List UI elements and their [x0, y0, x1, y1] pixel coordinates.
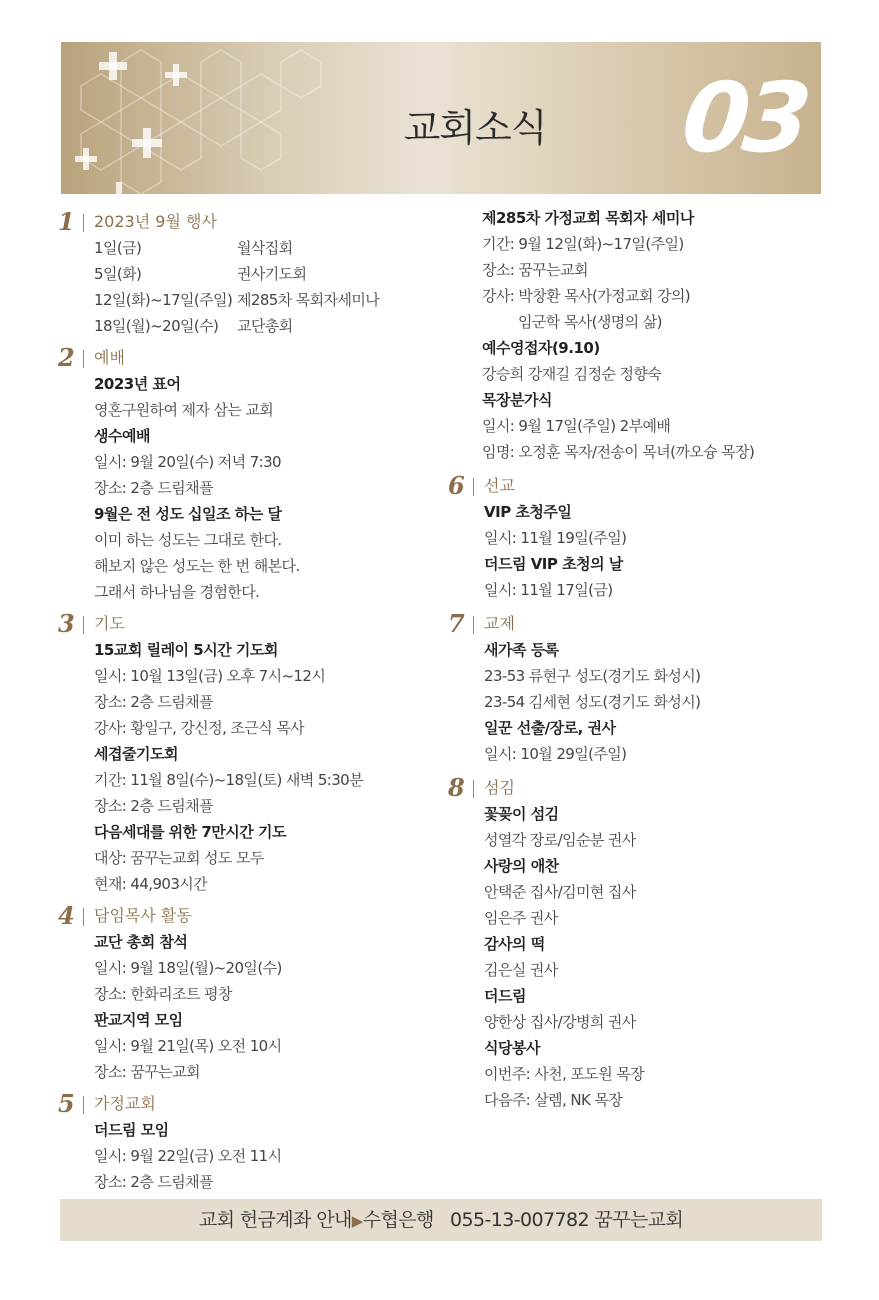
- footer-label: 교회 헌금계좌 안내: [198, 1209, 352, 1231]
- section-divider: [473, 616, 474, 634]
- event-row: [94, 287, 438, 313]
- right-column: [448, 205, 848, 1119]
- event-date: 18일(월)~20일(수): [94, 317, 219, 335]
- section-number: 3: [58, 609, 75, 638]
- section-divider: [473, 478, 474, 496]
- footer-account: 055-13-007782 꿈꾸는교회: [450, 1209, 684, 1231]
- triangle-right-icon: ▶: [351, 1212, 363, 1230]
- section-divider: [83, 616, 84, 634]
- text-line: 임은주 권사: [484, 909, 558, 927]
- subheading: 감사의 떡: [484, 935, 545, 953]
- footer-bank: 수협은행: [362, 1209, 434, 1231]
- text-line: 일시: 10월 29일(주일): [484, 745, 627, 763]
- section-house-church: [58, 1091, 438, 1195]
- event-row: [94, 235, 438, 261]
- text-line: 일시: 11월 19일(주일): [484, 529, 627, 547]
- section-title: 가정교회: [94, 1094, 156, 1113]
- section-header: [58, 209, 438, 235]
- subheading: 다음세대를 위한 7만시간 기도: [94, 823, 286, 841]
- subheading: 더드림 모임: [94, 1121, 169, 1139]
- event-date: 12일(화)~17일(주일): [94, 291, 233, 309]
- subheading: 예수영접자(9.10): [482, 339, 600, 357]
- text-line: 장소: 2층 드림채플: [94, 479, 213, 497]
- text-line: 다음주: 살렘, NK 목장: [484, 1091, 623, 1109]
- event-date: 5일(화): [94, 265, 142, 283]
- section-prayer: [58, 611, 438, 897]
- section-title: 2023년 9월 행사: [94, 212, 217, 231]
- event-date: 1일(금): [94, 239, 142, 257]
- subheading: 9월은 전 성도 십일조 하는 달: [94, 505, 282, 523]
- event-name: 제285차 목회자세미나: [237, 291, 380, 309]
- text-line: 강승희 강재길 김정순 정향숙: [482, 365, 662, 383]
- text-line: 일시: 9월 17일(주일) 2부예배: [482, 417, 671, 435]
- subheading: 교단 총회 참석: [94, 933, 188, 951]
- text-line: 이번주: 사천, 포도원 목장: [484, 1065, 645, 1083]
- section-divider: [83, 1096, 84, 1114]
- text-line: 양한상 집사/강병희 권사: [484, 1013, 636, 1031]
- section-header: [58, 611, 438, 637]
- subheading: 세겹줄기도회: [94, 745, 178, 763]
- section-title: 예배: [94, 348, 125, 367]
- section-number: 2: [58, 343, 75, 372]
- text-line: 장소: 2층 드림채플: [94, 1173, 213, 1191]
- subheading: 제285차 가정교회 목회자 세미나: [482, 209, 694, 227]
- subheading: 사랑의 애찬: [484, 857, 559, 875]
- section-header: [58, 1091, 438, 1117]
- section-mission: [448, 473, 848, 603]
- section-header: [448, 611, 848, 637]
- subheading: 새가족 등록: [484, 641, 559, 659]
- section-title: 담임목사 활동: [94, 906, 192, 925]
- section-worship: [58, 345, 438, 605]
- section-number: 5: [58, 1089, 75, 1118]
- subheading: 식당봉사: [484, 1039, 540, 1057]
- section-divider: [473, 780, 474, 798]
- text-line: 임군학 목사(생명의 삶): [518, 313, 662, 331]
- page-number: 03: [677, 62, 811, 174]
- text-line: 강사: 황일구, 강신정, 조근식 목사: [94, 719, 305, 737]
- subheading: 목장분가식: [482, 391, 552, 409]
- text-line: 성열각 장로/임순분 권사: [484, 831, 636, 849]
- text-line: 영혼구원하여 제자 삼는 교회: [94, 401, 274, 419]
- event-name: 월삭집회: [237, 239, 293, 257]
- event-name: 교단총회: [237, 317, 293, 335]
- offering-account-footer: [60, 1199, 822, 1241]
- text-line: 김은실 권사: [484, 961, 558, 979]
- text-line: 일시: 10월 13일(금) 오후 7시~12시: [94, 667, 326, 685]
- text-line: 임명: 오정훈 목자/전송이 목녀(까오슝 목장): [482, 443, 755, 461]
- section-number: 7: [448, 609, 465, 638]
- text-line: 23-53 류현구 성도(경기도 화성시): [484, 667, 701, 685]
- section-header: [58, 903, 438, 929]
- text-line: 기간: 11월 8일(수)~18일(토) 새벽 5:30분: [94, 771, 364, 789]
- event-name: 권사기도회: [237, 265, 307, 283]
- house-church-continued: [448, 205, 848, 465]
- section-number: 8: [448, 773, 465, 802]
- text-line: 일시: 9월 20일(수) 저녁 7:30: [94, 453, 281, 471]
- text-line: 장소: 꿈꾸는교회: [482, 261, 588, 279]
- text-line: 장소: 2층 드림채플: [94, 693, 213, 711]
- section-divider: [83, 908, 84, 926]
- text-line: 일시: 9월 22일(금) 오전 11시: [94, 1147, 282, 1165]
- subheading: VIP 초청주일: [484, 503, 572, 521]
- subheading: 15교회 릴레이 5시간 기도회: [94, 641, 278, 659]
- section-title: 선교: [484, 476, 515, 495]
- section-pastor-activity: [58, 903, 438, 1085]
- section-header: [448, 473, 848, 499]
- section-title: 교제: [484, 614, 515, 633]
- section-header: [448, 775, 848, 801]
- text-line: 일시: 11월 17일(금): [484, 581, 613, 599]
- section-divider: [83, 350, 84, 368]
- text-line: 장소: 꿈꾸는교회: [94, 1063, 200, 1081]
- event-row: [94, 313, 438, 339]
- page-title: 교회소식: [403, 106, 547, 150]
- section-fellowship: [448, 611, 848, 767]
- text-line: 이미 하는 성도는 그대로 한다.: [94, 531, 282, 549]
- section-header: [58, 345, 438, 371]
- text-line: 강사: 박창환 목사(가정교회 강의): [482, 287, 691, 305]
- text-line: 장소: 2층 드림채플: [94, 797, 213, 815]
- subheading: 일꾼 선출/장로, 권사: [484, 719, 616, 737]
- text-line: 안택준 집사/김미현 집사: [484, 883, 636, 901]
- section-title: 기도: [94, 614, 125, 633]
- left-column: [58, 205, 438, 1201]
- section-number: 6: [448, 471, 465, 500]
- text-line: 장소: 한화리조트 평창: [94, 985, 232, 1003]
- subheading: 더드림 VIP 초청의 날: [484, 555, 623, 573]
- text-line: 일시: 9월 21일(목) 오전 10시: [94, 1037, 282, 1055]
- section-events: [58, 209, 438, 339]
- text-line: 대상: 꿈꾸는교회 성도 모두: [94, 849, 264, 867]
- subheading: 판교지역 모임: [94, 1011, 183, 1029]
- section-divider: [83, 214, 84, 232]
- subheading: 2023년 표어: [94, 375, 181, 393]
- text-line: 해보지 않은 성도는 한 번 해본다.: [94, 557, 300, 575]
- header-banner: [61, 42, 821, 194]
- text-line: 일시: 9월 18일(월)~20일(수): [94, 959, 282, 977]
- section-number: 4: [58, 901, 75, 930]
- section-service: [448, 775, 848, 1113]
- text-line: 현재: 44,903시간: [94, 875, 208, 893]
- text-line: 기간: 9월 12일(화)~17일(주일): [482, 235, 684, 253]
- subheading: 더드림: [484, 987, 526, 1005]
- section-title: 섬김: [484, 778, 515, 797]
- text-line: 23-54 김세현 성도(경기도 화성시): [484, 693, 701, 711]
- subheading: 생수예배: [94, 427, 150, 445]
- subheading: 꽃꽂이 섬김: [484, 805, 559, 823]
- event-row: [94, 261, 438, 287]
- section-number: 1: [58, 207, 75, 236]
- text-line: 그래서 하나님을 경험한다.: [94, 583, 260, 601]
